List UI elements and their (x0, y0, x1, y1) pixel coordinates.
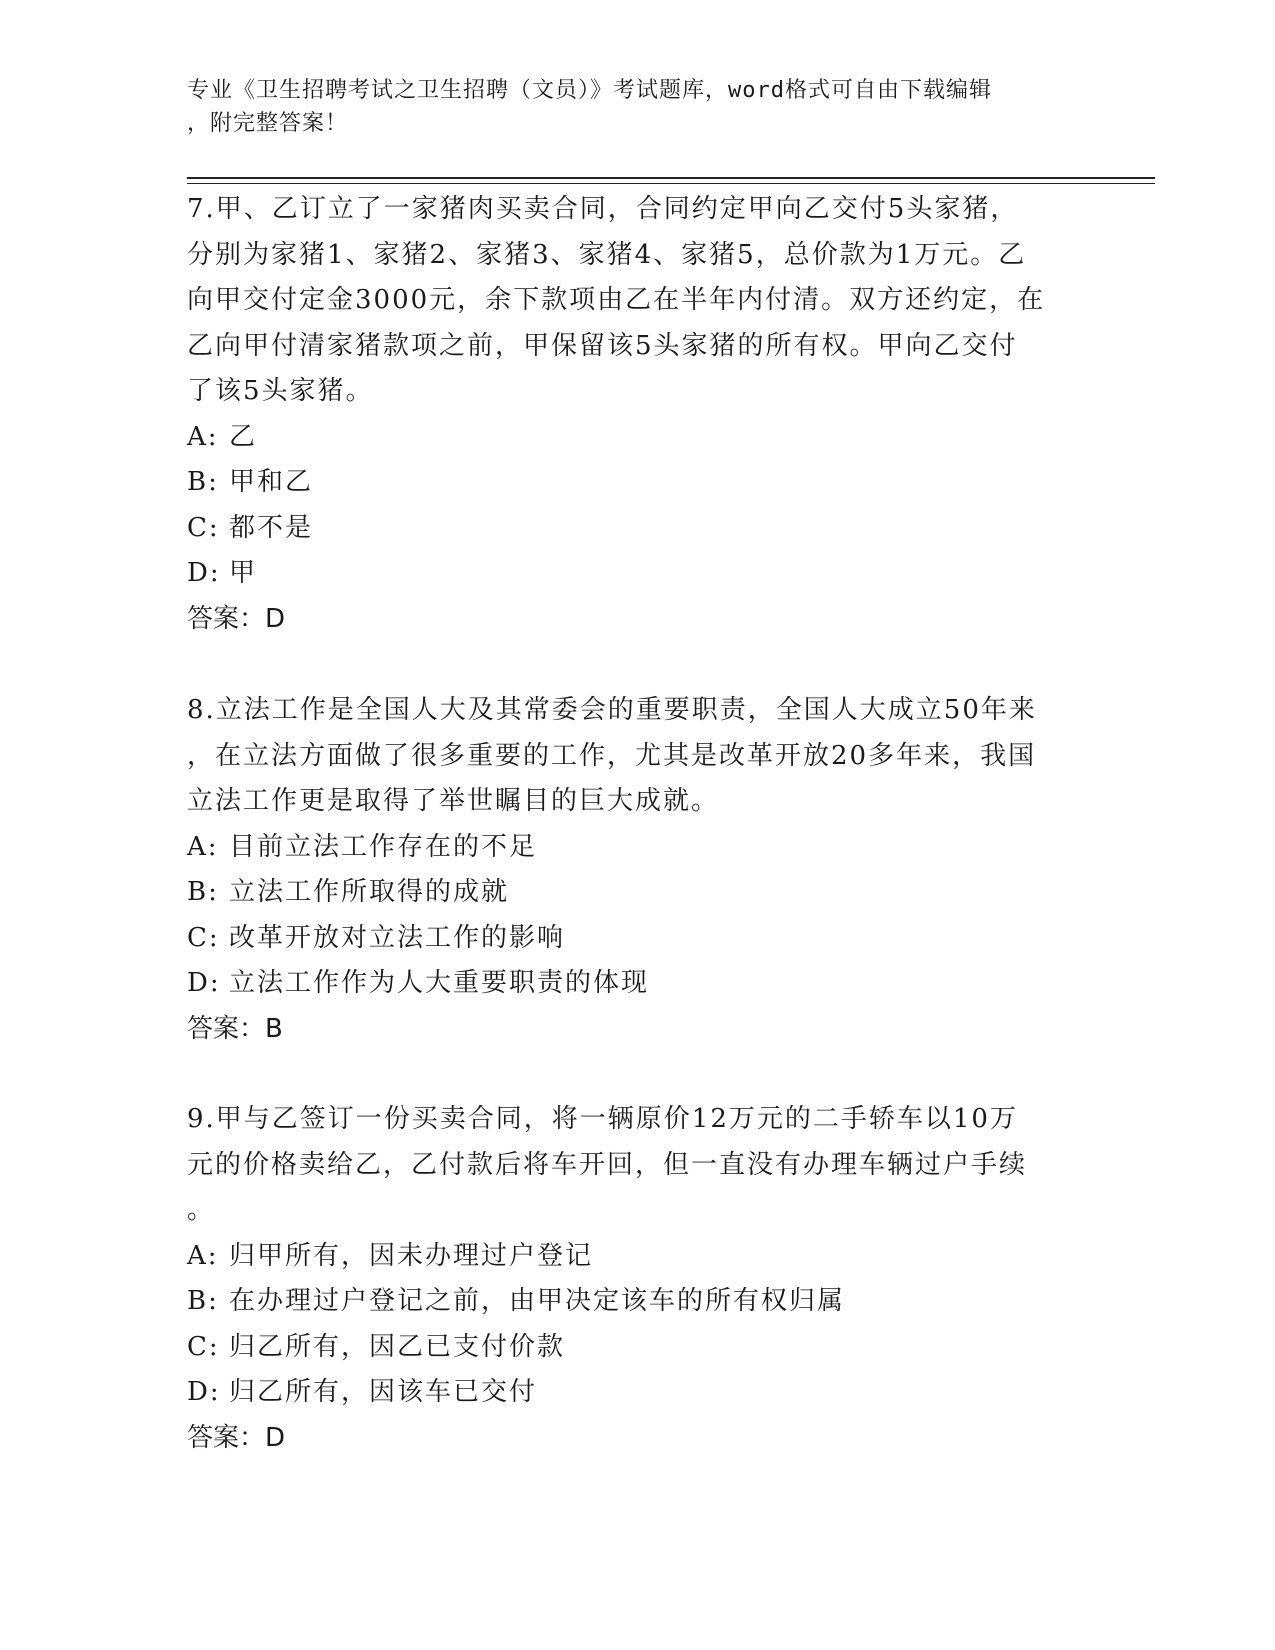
option-b (187, 460, 1087, 506)
question-stem (187, 688, 1087, 825)
option-c (187, 916, 1087, 962)
question-8 (187, 688, 1087, 1052)
option-text: 目前立法工作存在的不足 (229, 831, 538, 862)
option-key: D: (187, 968, 221, 998)
option-b (187, 1279, 1087, 1325)
option-key: C: (187, 922, 220, 953)
question-stem (187, 187, 1087, 415)
question-line: 8.立法工作是全国人大及其常委会的重要职责，全国人大成立50年来 (187, 695, 1037, 725)
option-key: C: (187, 1331, 220, 1362)
question-line: 元的价格卖给乙，乙付款后将车开回，但一直没有办理车辆过户手续 (187, 1149, 1028, 1180)
option-a (187, 1234, 1087, 1280)
option-text: 乙 (229, 421, 258, 452)
answer-line: 答案：D (187, 603, 286, 634)
option-key: B: (187, 877, 219, 907)
option-b (187, 870, 1087, 916)
option-text: 改革开放对立法工作的影响 (229, 922, 566, 953)
question-line: 乙向甲付清家猪款项之前，甲保留该5头家猪的所有权。甲向乙交付 (187, 330, 1018, 361)
option-d (187, 1370, 1087, 1416)
option-c (187, 1325, 1087, 1371)
question-9 (187, 1097, 1087, 1461)
option-text: 甲和乙 (229, 467, 314, 497)
option-text: 归乙所有，因乙已支付价款 (229, 1331, 566, 1362)
option-text: 立法工作所取得的成就 (229, 877, 510, 907)
option-key: B: (187, 467, 219, 497)
option-a (187, 825, 1087, 871)
option-text: 都不是 (229, 512, 314, 543)
question-line: 向甲交付定金3000元，余下款项由乙在半年内付清。双方还约定，在 (187, 285, 1046, 315)
question-line: 分别为家猪1、家猪2、家猪3、家猪4、家猪5，总价款为1万元。乙 (187, 239, 1027, 270)
option-text: 归乙所有，因该车已交付 (229, 1377, 538, 1407)
option-key: A: (187, 421, 219, 452)
option-text: 立法工作作为人大重要职责的体现 (229, 968, 650, 998)
question-line: 立法工作更是取得了举世瞩目的巨大成就。 (187, 786, 720, 816)
option-key: B: (187, 1286, 219, 1316)
option-text: 在办理过户登记之前，由甲决定该车的所有权归属 (229, 1286, 846, 1316)
question-line: ，在立法方面做了很多重要的工作，尤其是改革开放20多年来，我国 (187, 740, 1037, 771)
option-text: 甲 (229, 558, 258, 588)
option-key: A: (187, 831, 219, 862)
question-line: 了该5头家猪。 (187, 376, 374, 406)
option-key: D: (187, 558, 221, 588)
option-d (187, 961, 1087, 1007)
question-line: 。 (187, 1195, 216, 1225)
option-text: 归甲所有，因未办理过户登记 (229, 1240, 594, 1271)
header-line-2: ，附完整答案！ (187, 111, 349, 136)
option-key: D: (187, 1377, 221, 1407)
question-line: 7.甲、乙订立了一家猪肉买卖合同，合同约定甲向乙交付5头家猪， (187, 194, 1019, 224)
answer-line: 答案：B (187, 1013, 283, 1044)
header-line-1: 专业《卫生招聘考试之卫生招聘（文员）》考试题库，word格式可自由下载编辑 (187, 78, 992, 103)
header-divider-thin (187, 183, 1155, 184)
option-a (187, 415, 1087, 461)
header-divider-thick (187, 177, 1155, 179)
question-stem (187, 1097, 1087, 1234)
option-key: A: (187, 1240, 219, 1271)
document-header (187, 74, 1067, 140)
option-key: C: (187, 512, 220, 543)
option-d (187, 551, 1087, 597)
option-c (187, 506, 1087, 552)
question-line: 9.甲与乙签订一份买卖合同，将一辆原价12万元的二手轿车以10万 (187, 1104, 1018, 1134)
answer-line: 答案：D (187, 1422, 286, 1453)
question-7 (187, 187, 1087, 642)
